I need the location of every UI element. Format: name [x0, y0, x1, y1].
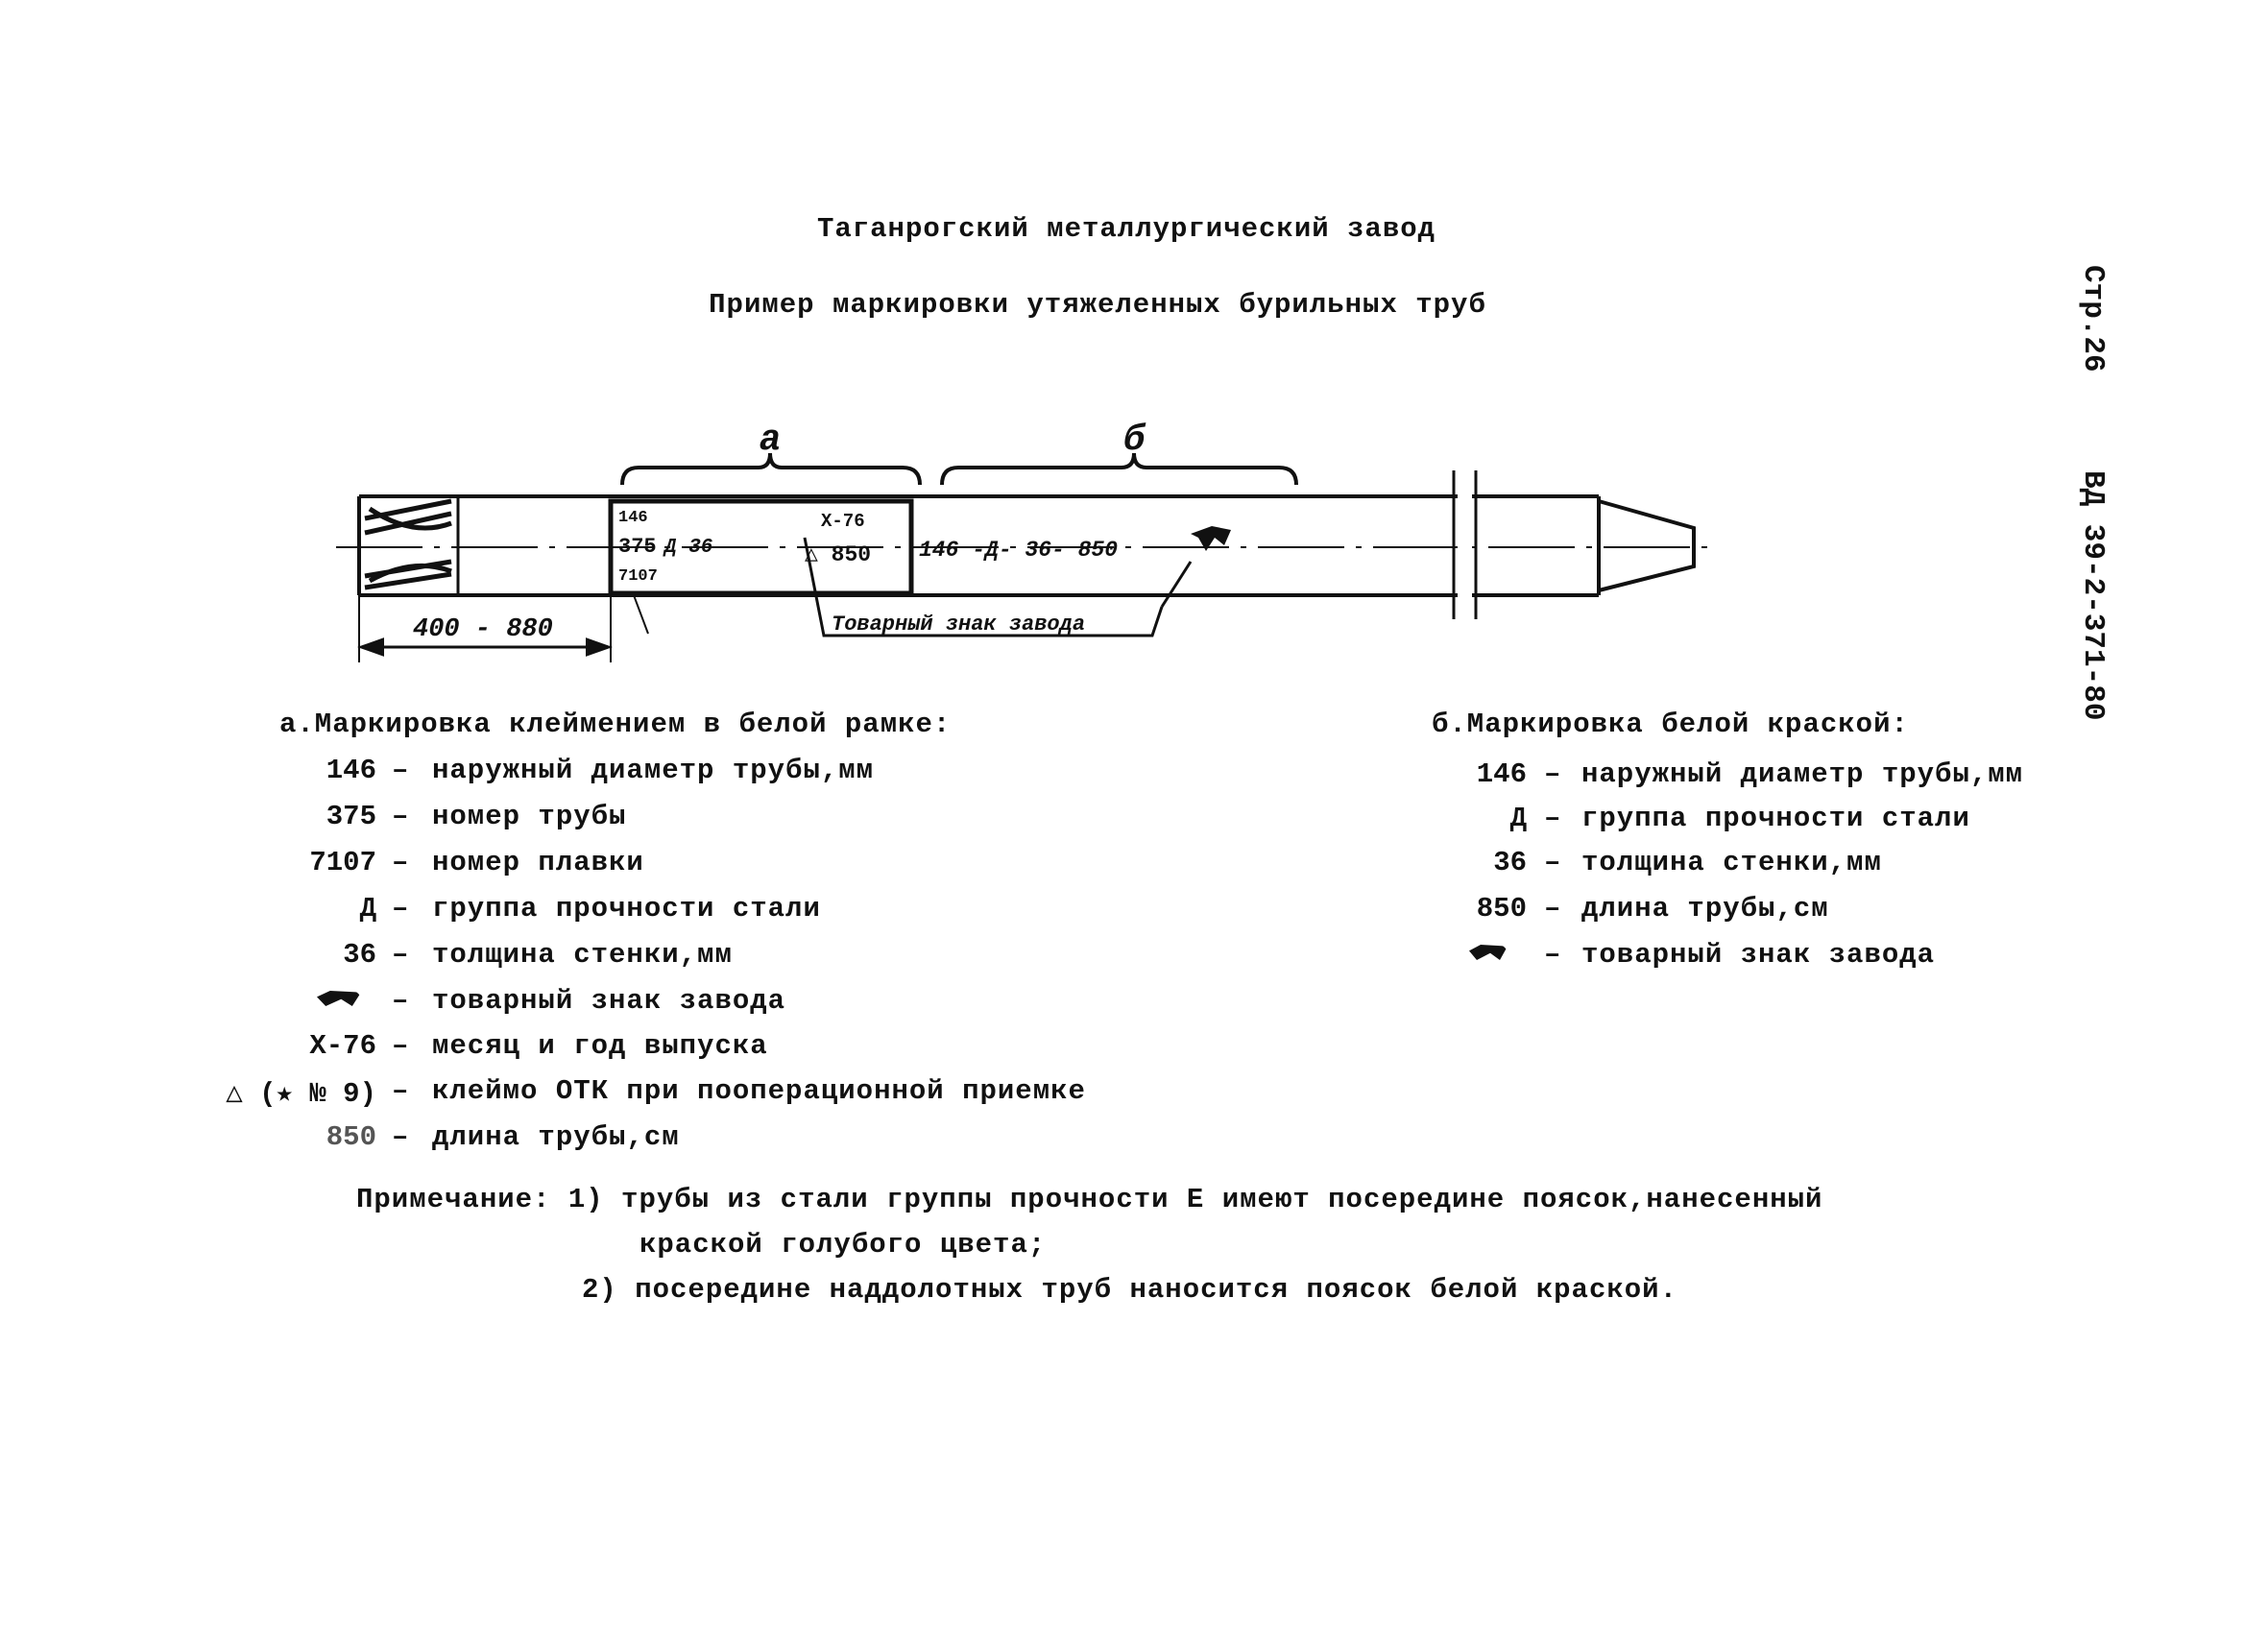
item-desc: номер трубы	[432, 801, 627, 832]
dash: –	[1544, 847, 1561, 878]
label-a: а	[759, 420, 782, 461]
item-code: 7107	[309, 847, 376, 878]
dash: –	[392, 755, 409, 786]
item-desc: толщина стенки,мм	[432, 939, 733, 971]
dash: –	[392, 1075, 409, 1107]
item-desc: длина трубы,см	[1581, 893, 1829, 925]
item-code: 850	[326, 1121, 376, 1153]
stamp-month-year: X-76	[821, 511, 865, 532]
item-code: 850	[1476, 893, 1527, 925]
page-number: Стр.26	[2076, 265, 2110, 372]
stamp-pipe-number: 375	[618, 535, 657, 559]
item-desc: группа прочности стали	[432, 893, 821, 925]
brace-b	[942, 453, 1296, 485]
dash: –	[1544, 803, 1561, 834]
item-desc: наружный диаметр трубы,мм	[1581, 758, 2024, 790]
section-b-heading: б.Маркировка белой краской:	[1432, 709, 1909, 740]
item-desc: наружный диаметр трубы,мм	[432, 755, 875, 786]
item-code: X-76	[309, 1030, 376, 1062]
item-desc: длина трубы,см	[432, 1121, 680, 1153]
trademark-callout-label: Товарный знак завода	[832, 613, 1086, 637]
item-code: 36	[1493, 847, 1527, 878]
item-desc: товарный знак завода	[432, 985, 786, 1017]
dash: –	[392, 1030, 409, 1062]
item-desc: толщина стенки,мм	[1581, 847, 1882, 878]
item-code: 375	[326, 801, 376, 832]
otk-stamp-code: △ (★ № 9)	[226, 1078, 376, 1110]
section-a-heading: а.Маркировка клеймением в белой рамке:	[279, 709, 952, 740]
stamp-diameter: 146	[618, 509, 648, 527]
dash: –	[392, 801, 409, 832]
dash: –	[392, 1121, 409, 1153]
dash: –	[1544, 939, 1561, 971]
dash: –	[392, 893, 409, 925]
document-code: ВД 39-2-371-80	[2076, 470, 2110, 721]
dash: –	[392, 985, 409, 1017]
dash: –	[1544, 758, 1561, 790]
paint-marking: 146 -Д- 36- 850	[919, 538, 1119, 563]
thread-hatching	[365, 501, 451, 588]
note-line-1: Примечание: 1) трубы из стали группы прочности Е имеют посередине поясок,нанесенный	[356, 1184, 1823, 1215]
dash: –	[392, 847, 409, 878]
item-code: 146	[1476, 758, 1527, 790]
item-desc: товарный знак завода	[1581, 939, 1936, 971]
document-title: Пример маркировки утяжеленных бурильных труб	[709, 289, 1486, 321]
note-line-3: 2) посередине наддолотных труб наносится поясок белой краской.	[582, 1274, 1677, 1306]
stamp-otk-length: △ 850	[805, 542, 872, 567]
item-desc: группа прочности стали	[1581, 803, 1970, 834]
stamp-strength-wall: Д 36	[664, 537, 713, 559]
org-title: Таганрогский металлургический завод	[816, 213, 1436, 245]
item-desc: месяц и год выпуска	[432, 1030, 768, 1062]
dimension-label: 400 - 880	[413, 615, 553, 644]
item-code: 146	[326, 755, 376, 786]
item-desc: клеймо ОТК при пооперационной приемке	[432, 1075, 1086, 1107]
item-code: Д	[359, 893, 376, 925]
dash: –	[1544, 893, 1561, 925]
item-desc: номер плавки	[432, 847, 644, 878]
label-b: б	[1122, 420, 1146, 461]
dash: –	[392, 939, 409, 971]
note-line-2: краской голубого цвета;	[639, 1229, 1047, 1261]
item-code: Д	[1509, 803, 1527, 834]
item-code: 36	[343, 939, 376, 971]
stamp-heat-number: 7107	[618, 567, 658, 586]
